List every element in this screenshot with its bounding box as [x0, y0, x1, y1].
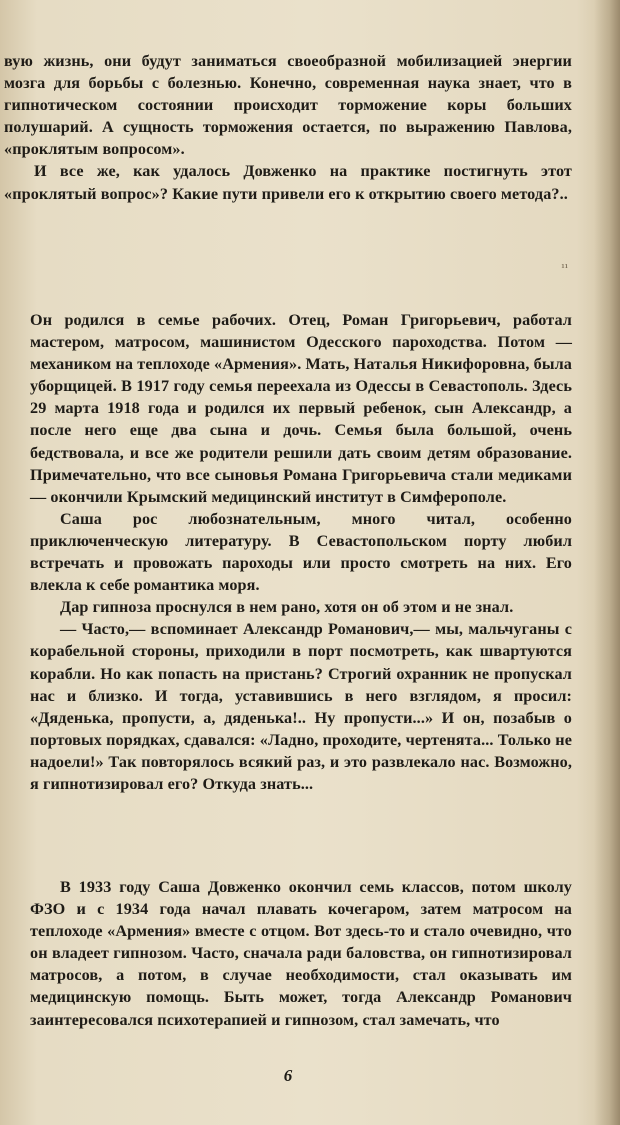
page-fold-shadow [594, 0, 620, 1125]
main-paragraph: Саша рос любознательным, много читал, особенно приключенческую литературу. В Севастопольском порту любил встречать и провожать пароходы или просто смотреть на них. Его влекла к себе романтика моря. [30, 509, 572, 595]
main-paragraph: — Часто,— вспоминает Александр Романович,— мы, мальчуганы с корабельной стороны, приходили в порт посмотреть, как швартуются корабли. Но как попасть на пристань? Строгий охранник не пропускал нас и близко. И тогда, уставившись в него взглядом, я просил: «Дяденька, пропусти, а, дяденька!.. Ну пропусти...» И он, позабыв о портовых порядках, сдавался: «Ладно, проходите, чертенята... Только не надоели!» Так повторялось всякий раз, и это развлекало нас. Возможно, я гипнотизировал его? Откуда знать... [30, 620, 572, 793]
page-number: 6 [283, 1066, 293, 1085]
main-paragraph: Дар гипноза проснулся в нем рано, хотя он об этом и не знал. [60, 598, 514, 617]
main-text-block [30, 309, 572, 795]
intro-text-block [4, 50, 572, 205]
main-paragraph: В 1933 году Саша Довженко окончил семь классов, потом школу ФЗО и с 1934 года начал плавать кочегаром, затем матросом на теплоходе «Армения» вместе с отцом. Вот здесь-то и стало очевидно, что он владеет гипнозом. Часто, сначала ради баловства, он гипнотизировал матросов, а потом, в случае необходимости, стал оказывать им медицинскую помощь. Быть может, тогда Александр Романович заинтересовался психотерапией и гипнозом, стал замечать, что [30, 878, 572, 1029]
intro-paragraph: вую жизнь, они будут заниматься своеобразной мобилизацией энергии мозга для борьбы с болезнью. Конечно, современная наука знает, что в гипнотическом состоянии происходит торможение коры больших полушарий. А сущность торможения остается, по выражению Павлова, «проклятым вопросом». [4, 52, 572, 159]
main-paragraph: Он родился в семье рабочих. Отец, Роман Григорьевич, работал мастером, матросом, машинистом Одесского пароходства. Потом — механиком на теплоходе «Армения». Мать, Наталья Никифоровна, была уборщицей. В 1917 году семья переехала из Одессы в Севастополь. Здесь 29 марта 1918 года и родился их первый ребенок, сын Александр, а после него еще два сына и дочь. Семья была большой, очень бедствовала, и все же родители решили дать своим детям образование. Примечательно, что все сыновья Романа Григорьевича стали медиками — окончили Крымский медицинский институт в Симферополе. [30, 311, 572, 506]
intro-paragraph: И все же, как удалось Довженко на практике постигнуть этот «проклятый вопрос»? Какие пути привели его к открытию своего метода?.. [4, 162, 572, 203]
continued-text-block [30, 876, 572, 1031]
section-marker: ¹¹ [561, 262, 568, 274]
